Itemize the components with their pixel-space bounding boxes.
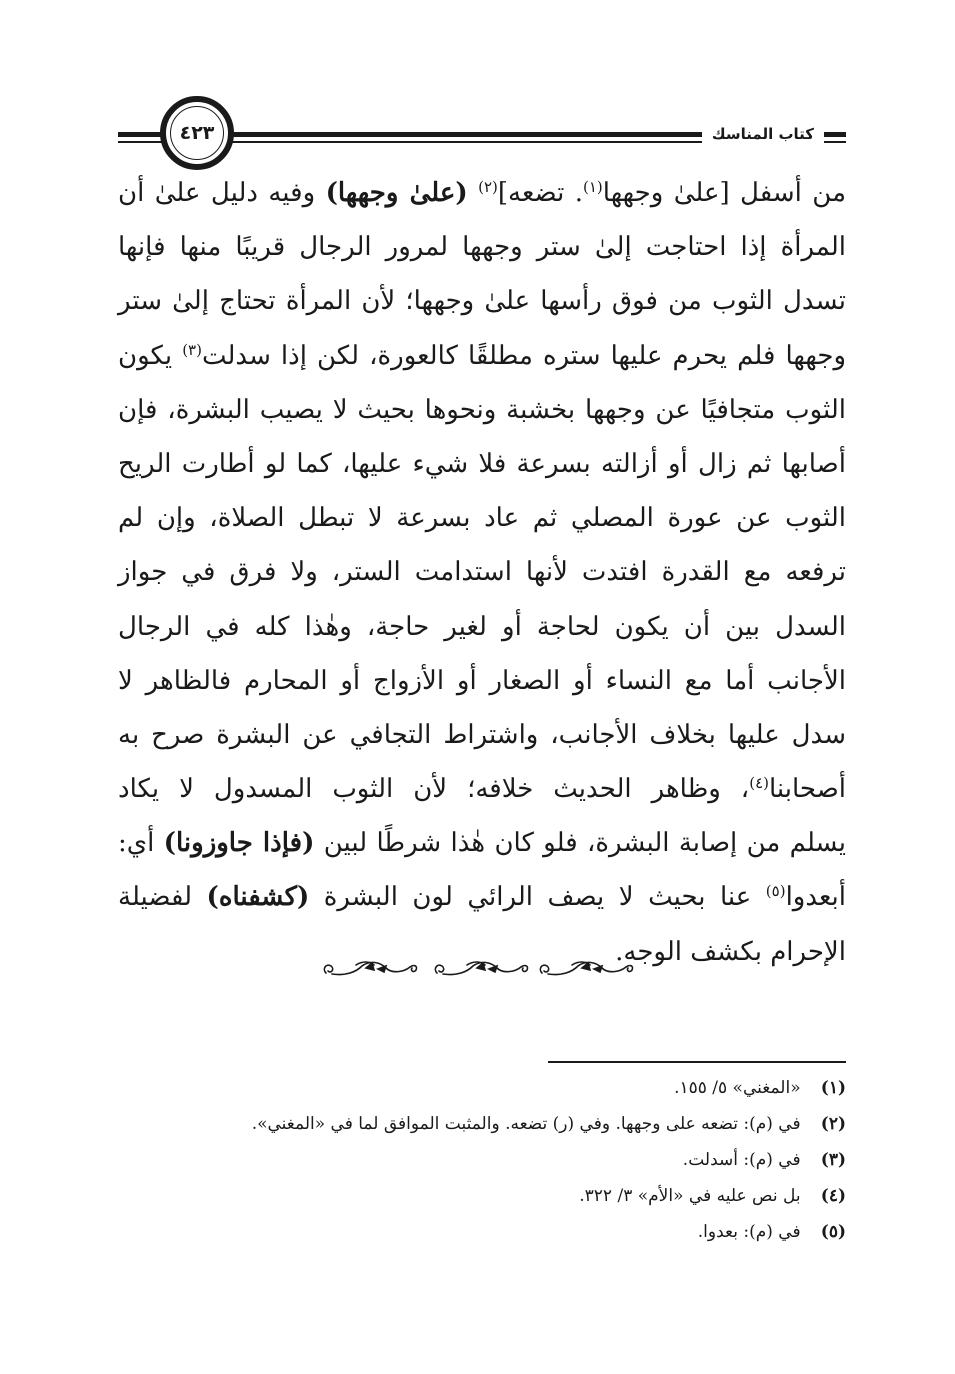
footnote-text: بل نص عليه في «الأم» ٣/ ٣٢٢. bbox=[579, 1186, 801, 1206]
text-line bbox=[118, 816, 846, 870]
text-line bbox=[118, 762, 846, 816]
text-run: من أسفل [علىٰ وجهها bbox=[602, 178, 847, 208]
text-run: يسلم من إصابة البشرة، فلو كان هٰذا شرطًا لبين bbox=[314, 828, 846, 859]
text-line bbox=[118, 220, 846, 274]
text-line bbox=[118, 654, 846, 708]
text-line bbox=[118, 870, 846, 924]
text-run: وجهها فلم يحرم عليها ستره مطلقًا كالعورة، لكن إذا سدلت bbox=[201, 340, 846, 371]
text-line bbox=[118, 708, 846, 762]
text-run: السدل بين أن يكون لحاجة أو لغير حاجة، وهٰذا كله في الرجال bbox=[118, 611, 846, 642]
text-run: أبعدوا bbox=[785, 882, 846, 913]
footnote-ref: (٥) bbox=[765, 882, 786, 901]
text-run: المرأة إذا احتاجت إلىٰ ستر وجهها لمرور الرجال قريبًا منها فإنها bbox=[118, 232, 846, 263]
text-run: الثوب متجافيًا عن وجهها بخشبة ونحوها بحيث لا يصيب البشرة، فإن bbox=[118, 394, 846, 425]
footnote-item bbox=[118, 1106, 846, 1142]
footnote-text: في (م): تضعه على وجهها. وفي (ر) تضعه. والمثبت الموافق لما في «المغني». bbox=[251, 1114, 801, 1134]
footnote-text: في (م): أسدلت. bbox=[682, 1150, 801, 1170]
footnote-item bbox=[118, 1070, 846, 1106]
footnote-text: في (م): بعدوا. bbox=[697, 1222, 801, 1242]
text-run: أصابها ثم زال أو أزالته بسرعة فلا شيء عليها، كما لو أطارت الريح bbox=[118, 448, 846, 479]
main-text bbox=[118, 166, 846, 979]
footnote-text: «المغني» ٥/ ١٥٥. bbox=[674, 1078, 801, 1098]
footnote-number: (٥) bbox=[820, 1222, 846, 1242]
text-run: الإحرام بكشف الوجه. bbox=[615, 936, 846, 967]
footnote-number: (٢) bbox=[820, 1114, 846, 1134]
footnote-ref: (٣) bbox=[182, 340, 202, 359]
ornament-motif-2 bbox=[435, 962, 527, 975]
footnote-item bbox=[118, 1214, 846, 1250]
text-run bbox=[468, 178, 478, 208]
text-run: تسدل الثوب من فوق رأسها علىٰ وجهها؛ لأن المرأة تحتاج إلىٰ ستر bbox=[118, 286, 846, 317]
ornament-motif-3 bbox=[540, 962, 632, 975]
text-run: وفيه دليل علىٰ أن bbox=[118, 178, 326, 208]
book-title: كتاب المناسك bbox=[711, 125, 814, 143]
text-line bbox=[118, 383, 846, 437]
footnote-ref: (١) bbox=[582, 178, 603, 196]
footnote-ref: (٢) bbox=[478, 178, 498, 196]
footnotes-list bbox=[118, 1070, 846, 1250]
text-run: ، وظاهر الحديث خلافه؛ لأن الثوب المسدول لا يكاد bbox=[118, 774, 750, 805]
text-run: الثوب عن عورة المصلي ثم عاد بسرعة لا تبطل الصلاة، وإن لم bbox=[118, 503, 846, 534]
text-line bbox=[118, 600, 846, 654]
quoted-hadith-text: (فإذا جاوزونا) bbox=[163, 828, 315, 859]
quoted-hadith-text: (علىٰ وجهها) bbox=[325, 178, 468, 208]
text-run: أصحابنا bbox=[768, 774, 846, 805]
text-line bbox=[118, 329, 846, 383]
footnote-number: (٤) bbox=[820, 1186, 846, 1206]
footnote-ref: (٤) bbox=[749, 774, 769, 793]
text-run: . تضعه] bbox=[497, 178, 583, 208]
text-run: سدل عليها بخلاف الأجانب، واشتراط التجافي عن البشرة صرح به bbox=[118, 719, 846, 750]
text-line bbox=[118, 274, 846, 328]
text-line bbox=[118, 166, 846, 220]
text-line bbox=[118, 545, 846, 599]
page-number-badge bbox=[160, 96, 234, 170]
footnote-number: (١) bbox=[820, 1078, 846, 1098]
text-run: ترفعه مع القدرة افتدت لأنها استدامت الستر، ولا فرق في جواز bbox=[118, 557, 846, 588]
footnote-separator bbox=[548, 1061, 846, 1063]
text-line bbox=[118, 437, 846, 491]
footnote-item bbox=[118, 1178, 846, 1214]
ornament-motif-1 bbox=[324, 962, 416, 975]
text-run: أي: bbox=[118, 828, 164, 859]
text-run: لفضيلة bbox=[118, 882, 207, 913]
footnote-item bbox=[118, 1142, 846, 1178]
text-run: الأجانب أما مع النساء أو الصغار أو الأزواج أو المحارم فالظاهر لا bbox=[118, 665, 846, 696]
quoted-hadith-text: (كشفناه) bbox=[206, 882, 310, 913]
page-number: ٤٢٣ bbox=[179, 122, 215, 144]
page-header bbox=[118, 92, 846, 176]
footnote-number: (٣) bbox=[820, 1150, 846, 1170]
text-run: يكون bbox=[118, 340, 183, 371]
text-line bbox=[118, 491, 846, 545]
text-run: عنا بحيث لا يصف الرائي لون البشرة bbox=[309, 882, 766, 913]
header-title-box bbox=[702, 118, 824, 150]
floral-divider-icon bbox=[318, 956, 640, 980]
